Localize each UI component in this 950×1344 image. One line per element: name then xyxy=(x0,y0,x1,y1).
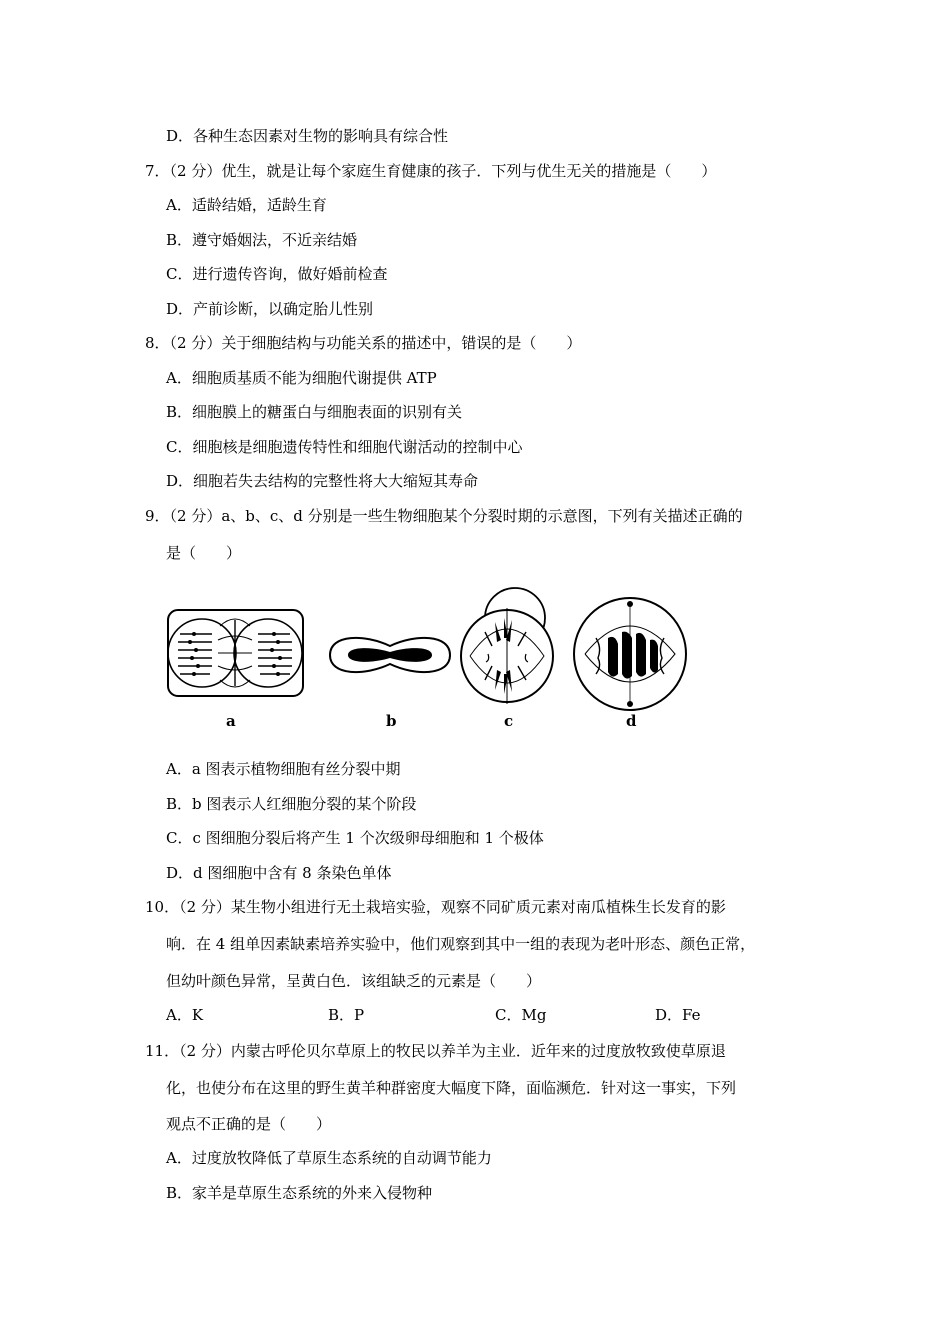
q8-stem: 8．（2 分）关于细胞结构与功能关系的描述中，错误的是（ ） xyxy=(145,334,582,352)
q9-option-a: A．a 图表示植物细胞有丝分裂中期 xyxy=(166,760,401,778)
diagram-label-c: c xyxy=(504,712,514,730)
q10-option-d: D．Fe xyxy=(655,1006,701,1024)
q10-stem-line1: 10．（2 分）某生物小组进行无土栽培实验，观察不同矿质元素对南瓜植株生长发育的影 xyxy=(145,898,726,916)
q8-option-c: C．细胞核是细胞遗传特性和细胞代谢活动的控制中心 xyxy=(166,438,523,456)
diagram-label-a: a xyxy=(226,712,236,730)
diagram-label-b: b xyxy=(386,712,397,730)
q9-option-d: D．d 图细胞中含有 8 条染色单体 xyxy=(166,864,392,882)
q11-option-a: A．过度放牧降低了草原生态系统的自动调节能力 xyxy=(166,1149,492,1167)
q8-option-b: B．细胞膜上的糖蛋白与细胞表面的识别有关 xyxy=(166,403,463,421)
q7-stem: 7．（2 分）优生，就是让每个家庭生育健康的孩子．下列与优生无关的措施是（ ） xyxy=(145,162,717,180)
diagram-d-metaphase-cell xyxy=(574,598,686,710)
q9-stem-line1: 9．（2 分）a、b、c、d 分别是一些生物细胞某个分裂时期的示意图，下列有关描述正确的 xyxy=(145,507,743,525)
diagram-c-anaphase-cell xyxy=(461,588,553,704)
q10-option-b: B．P xyxy=(328,1006,365,1024)
q7-option-b: B．遵守婚姻法，不近亲结婚 xyxy=(166,231,358,249)
q10-option-c: C．Mg xyxy=(495,1006,547,1024)
q9-option-b: B．b 图表示人红细胞分裂的某个阶段 xyxy=(166,795,417,813)
q9-stem-line2: 是（ ） xyxy=(166,544,242,562)
q11-option-b: B．家羊是草原生态系统的外来入侵物种 xyxy=(166,1184,433,1202)
q10-options-row xyxy=(166,1005,866,1025)
q10-option-a: A．K xyxy=(166,1006,204,1024)
q8-option-d: D．细胞若失去结构的完整性将大大缩短其寿命 xyxy=(166,472,479,490)
q10-stem-line3: 但幼叶颜色异常，呈黄白色．该组缺乏的元素是（ ） xyxy=(166,972,542,990)
q11-stem-line3: 观点不正确的是（ ） xyxy=(166,1115,332,1133)
q10-stem-line2: 响．在 4 组单因素缺素培养实验中，他们观察到其中一组的表现为老叶形态、颜色正常， xyxy=(166,935,756,953)
q8-option-a: A．细胞质基质不能为细胞代谢提供 ATP xyxy=(166,369,437,387)
q7-option-a: A．适龄结婚，适龄生育 xyxy=(166,196,327,214)
diagram-b-dividing-cell xyxy=(330,638,450,672)
diagram-a-plant-cell xyxy=(168,610,303,696)
cell-division-figure xyxy=(160,582,700,732)
diagram-label-d: d xyxy=(626,712,637,730)
q11-stem-line2: 化，也使分布在这里的野生黄羊种群密度大幅度下降，面临濒危．针对这一事实，下列 xyxy=(166,1079,737,1097)
q11-stem-line1: 11．（2 分）内蒙古呼伦贝尔草原上的牧民以养羊为主业．近年来的过度放牧致使草原退 xyxy=(145,1042,726,1060)
q7-option-d: D．产前诊断，以确定胎儿性别 xyxy=(166,300,374,318)
q9-option-c: C．c 图细胞分裂后将产生 1 个次级卵母细胞和 1 个极体 xyxy=(166,829,544,847)
q6-option-d: D．各种生态因素对生物的影响具有综合性 xyxy=(166,127,449,145)
q7-option-c: C．进行遗传咨询，做好婚前检查 xyxy=(166,265,388,283)
